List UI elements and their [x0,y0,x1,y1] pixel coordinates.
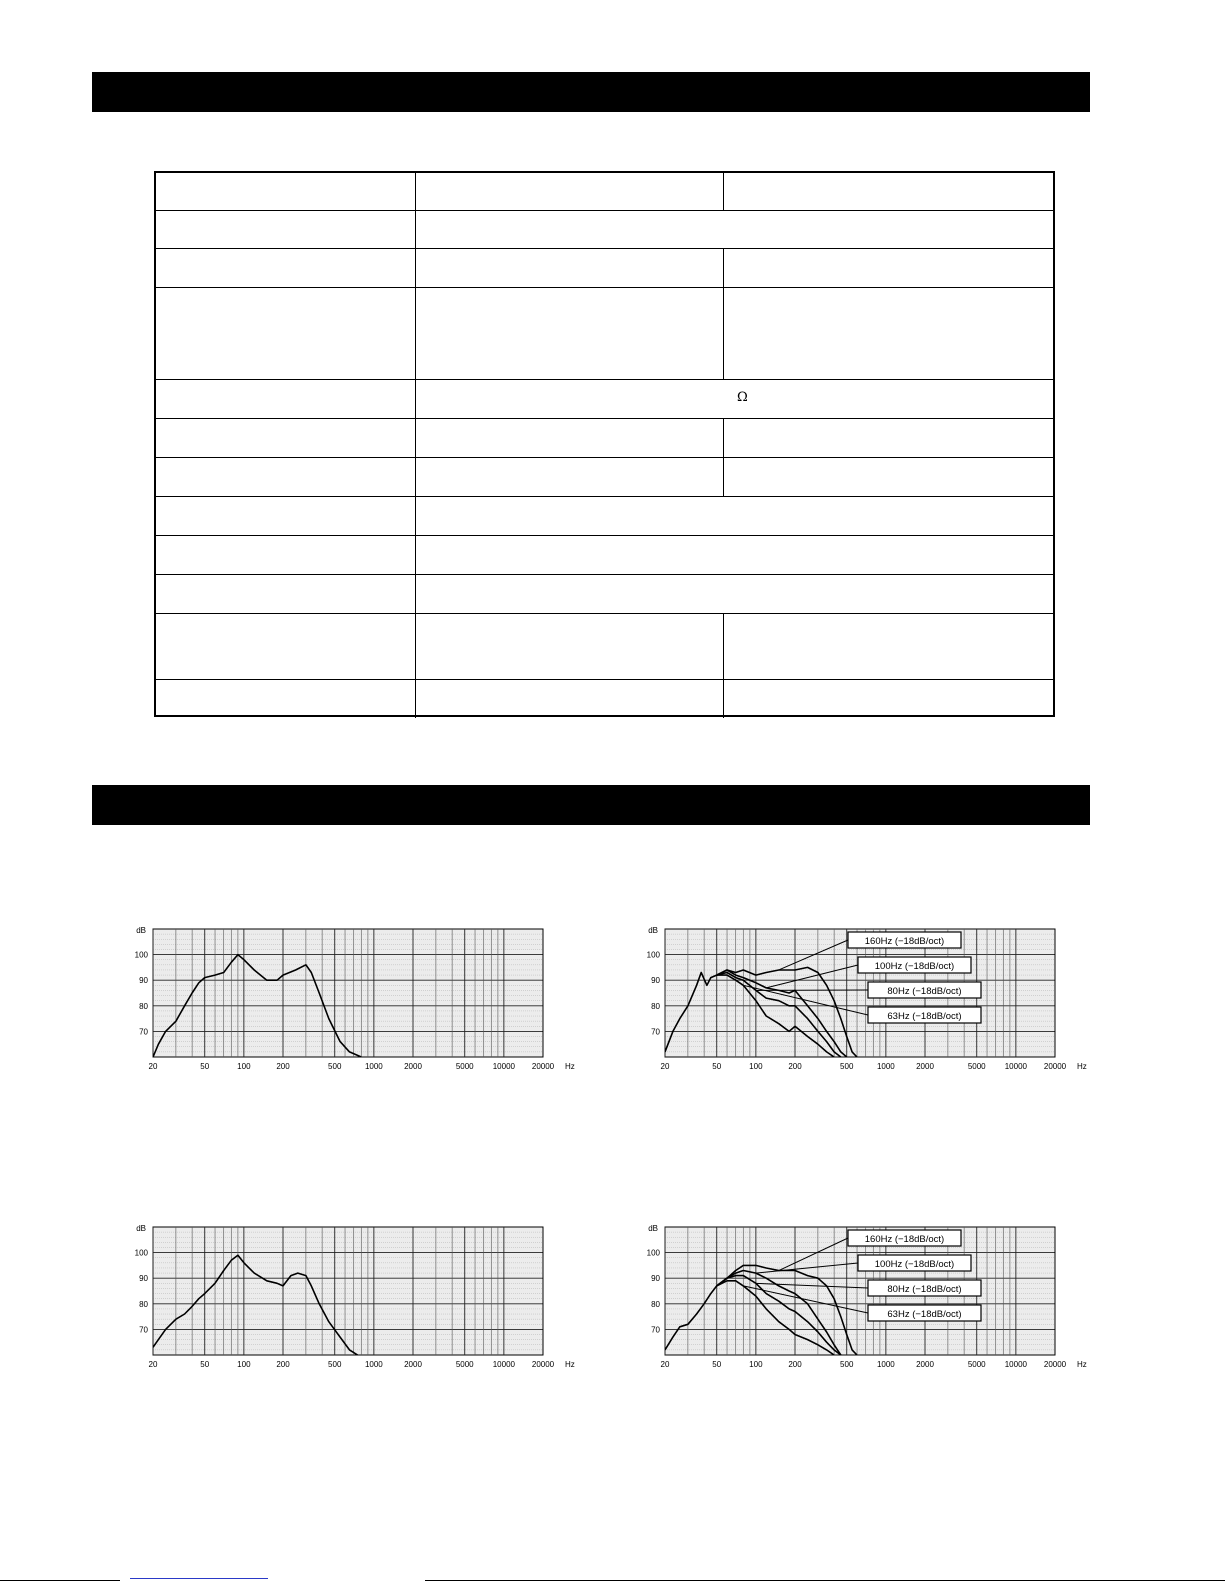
x-tick-label: 20 [148,1360,158,1369]
x-tick-label: 5000 [455,1360,474,1369]
plot-area [153,1227,543,1355]
y-tick-label: 100 [134,950,148,960]
x-tick-label: 2000 [916,1360,934,1369]
y-tick-label: 100 [134,1248,148,1258]
y-tick-label: 70 [651,1027,660,1037]
x-tick-label: 2000 [916,1062,934,1071]
x-tick-label: 10000 [1004,1062,1027,1071]
table-row [156,679,1053,718]
y-axis-unit-label: dB [136,1224,146,1233]
table-row [156,457,1053,497]
x-tick-label: 10000 [1004,1360,1027,1369]
x-tick-label: 50 [712,1360,722,1369]
table-row [156,173,1053,210]
x-tick-label: 50 [200,1360,210,1369]
section-header-bar-frequency-response [92,785,1090,825]
footer-rule-left [0,1580,120,1581]
y-tick-label: 100 [646,950,660,960]
x-tick-label: 20000 [1043,1062,1067,1071]
table-row [156,210,1053,249]
x-tick-label: 200 [788,1062,802,1071]
y-tick-label: 80 [651,1299,660,1309]
plot-area [153,929,543,1057]
x-tick-label: 500 [328,1360,342,1369]
frequency-response-chart-3 [128,1218,588,1378]
x-tick-label: 20 [660,1360,670,1369]
legend-label: 63Hz (−18dB/oct) [887,1011,962,1022]
y-tick-label: 80 [651,1001,660,1011]
x-tick-label: 20 [660,1062,670,1071]
table-row [156,379,1053,419]
x-tick-label: 50 [712,1062,722,1071]
table-row [156,574,1053,614]
y-tick-label: 80 [139,1001,148,1011]
specifications-table [154,171,1055,717]
x-tick-label: 5000 [455,1062,474,1071]
x-tick-label: 5000 [967,1360,986,1369]
y-axis-unit-label: dB [648,1224,658,1233]
x-tick-label: 100 [749,1360,763,1369]
legend-label: 100Hz (−18dB/oct) [874,1259,955,1270]
x-tick-label: 20 [148,1062,158,1071]
x-tick-label: 200 [276,1062,290,1071]
table-row [156,613,1053,680]
y-tick-label: 90 [139,976,148,986]
footer-rule-link [130,1578,268,1579]
y-tick-label: 70 [139,1027,148,1037]
x-tick-label: 1000 [364,1360,383,1369]
x-tick-label: 200 [276,1360,290,1369]
x-tick-label: 10000 [492,1062,515,1071]
x-tick-label: 5000 [967,1062,986,1071]
frequency-response-chart-2 [640,920,1100,1080]
x-tick-label: 2000 [404,1062,422,1071]
y-tick-label: 70 [139,1325,148,1335]
x-axis-unit-label: Hz [1077,1360,1087,1369]
legend-label: 63Hz (−18dB/oct) [887,1309,962,1320]
x-tick-label: 10000 [492,1360,515,1369]
legend-label: 80Hz (−18dB/oct) [887,986,962,997]
x-axis-unit-label: Hz [1077,1062,1087,1071]
frequency-response-chart-1 [128,920,588,1080]
x-axis-unit-label: Hz [565,1062,575,1071]
legend-label: 80Hz (−18dB/oct) [887,1284,962,1295]
x-tick-label: 100 [237,1360,251,1369]
y-tick-label: 100 [646,1248,660,1258]
table-row [156,496,1053,536]
x-tick-label: 100 [749,1062,763,1071]
x-tick-label: 500 [328,1062,342,1071]
x-tick-label: 1000 [364,1062,383,1071]
x-tick-label: 100 [237,1062,251,1071]
y-axis-unit-label: dB [648,926,658,935]
x-tick-label: 500 [840,1062,854,1071]
legend-label: 160Hz (−18dB/oct) [864,1234,945,1245]
footer-rule-right [425,1580,1225,1581]
x-tick-label: 1000 [876,1360,895,1369]
legend-label: 160Hz (−18dB/oct) [864,936,945,947]
table-row [156,248,1053,288]
section-header-bar-specifications [92,72,1090,112]
y-tick-label: 70 [651,1325,660,1335]
table-row [156,418,1053,458]
frequency-response-chart-4 [640,1218,1100,1378]
x-tick-label: 500 [840,1360,854,1369]
legend-label: 100Hz (−18dB/oct) [874,961,955,972]
x-tick-label: 2000 [404,1360,422,1369]
y-tick-label: 90 [139,1274,148,1284]
x-tick-label: 20000 [531,1360,555,1369]
y-tick-label: 80 [139,1299,148,1309]
x-axis-unit-label: Hz [565,1360,575,1369]
table-row [156,287,1053,380]
x-tick-label: 50 [200,1062,210,1071]
x-tick-label: 200 [788,1360,802,1369]
x-tick-label: 20000 [531,1062,555,1071]
x-tick-label: 20000 [1043,1360,1067,1369]
y-tick-label: 90 [651,976,660,986]
x-tick-label: 1000 [876,1062,895,1071]
y-axis-unit-label: dB [136,926,146,935]
impedance-symbol: Ω [737,390,748,405]
table-row [156,535,1053,575]
y-tick-label: 90 [651,1274,660,1284]
